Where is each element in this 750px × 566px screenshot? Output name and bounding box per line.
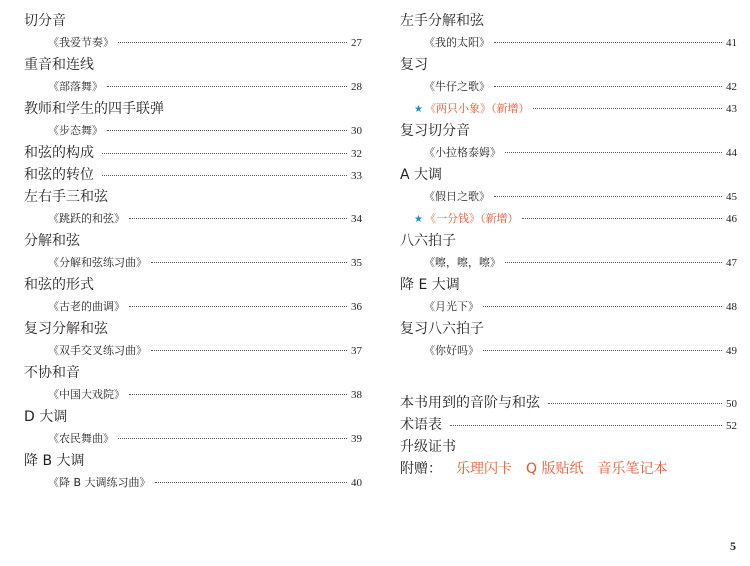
piece-title: 《部落舞》: [48, 80, 103, 93]
section-title: 重音和连线: [24, 57, 94, 73]
section-title: 复习: [400, 57, 428, 73]
dot-leader: [151, 262, 347, 263]
toc-section-heading: [24, 318, 362, 340]
toc-piece-entry: [24, 208, 362, 230]
dot-leader: [533, 108, 722, 109]
section-title: 切分音: [24, 13, 66, 29]
section-title: D 大调: [24, 409, 68, 425]
supplement-item: Q 版贴纸: [526, 461, 584, 477]
piece-title: 《我爱节奏》: [48, 36, 114, 49]
section-title: A 大调: [400, 167, 443, 183]
page-number: 5: [730, 539, 736, 553]
page-ref: 36: [351, 301, 362, 313]
section-title: 复习分解和弦: [24, 321, 108, 337]
section-title: 八六拍子: [400, 233, 456, 249]
page-ref: 42: [726, 81, 737, 93]
section-title: 左右手三和弦: [24, 189, 108, 205]
section-title: 术语表: [400, 417, 442, 433]
piece-title: 《古老的曲调》: [48, 300, 125, 313]
toc-piece-entry: [400, 98, 737, 120]
toc-section-heading: [24, 98, 362, 120]
page-ref: 27: [351, 37, 362, 49]
piece-title: 《步态舞》: [48, 124, 103, 137]
piece-title: 《嚓，嚓，嚓》: [424, 256, 501, 269]
toc-section-heading: [24, 406, 362, 428]
piece-title: 《我的太阳》: [424, 36, 490, 49]
page-ref: 48: [726, 301, 737, 313]
toc-piece-entry: [400, 186, 737, 208]
toc-piece-entry: [400, 296, 737, 318]
dot-leader: [483, 306, 722, 307]
toc-section-heading: [400, 10, 737, 32]
piece-title: 《跳跃的和弦》: [48, 212, 125, 225]
page-ref: 43: [726, 103, 737, 115]
dot-leader: [107, 130, 347, 131]
page-ref: 37: [351, 345, 362, 357]
section-title: 升级证书: [400, 439, 456, 455]
toc-section-heading: [24, 54, 362, 76]
toc-piece-entry: [24, 252, 362, 274]
piece-title: 《牛仔之歌》: [424, 80, 490, 93]
piece-title: 《你好吗》: [424, 344, 479, 357]
toc-right-column: [400, 10, 737, 480]
dot-leader: [548, 403, 722, 404]
page-ref: 28: [351, 81, 362, 93]
page-ref: 32: [351, 148, 362, 160]
page-ref: 33: [351, 170, 362, 182]
page-ref: 44: [726, 147, 737, 159]
page-ref: 40: [351, 477, 362, 489]
toc-section-entry: [400, 414, 737, 436]
toc-section-heading: [400, 274, 737, 296]
toc-piece-entry: [400, 32, 737, 54]
toc-piece-entry: [400, 208, 737, 230]
piece-title: 《农民舞曲》: [48, 432, 114, 445]
toc-section-heading: [400, 164, 737, 186]
page-ref: 45: [726, 191, 737, 203]
page-ref: 34: [351, 213, 362, 225]
toc-section-heading: [24, 230, 362, 252]
page-ref: 38: [351, 389, 362, 401]
toc-piece-entry: [24, 472, 362, 494]
toc-section-heading: [400, 230, 737, 252]
page-ref: 50: [726, 398, 737, 410]
piece-title: 《分解和弦练习曲》: [48, 256, 147, 269]
toc-section-heading: [400, 120, 737, 142]
section-title: 分解和弦: [24, 233, 80, 249]
star-icon: ★: [414, 104, 423, 115]
page-ref: 52: [726, 420, 737, 432]
dot-leader: [494, 42, 722, 43]
dot-leader: [129, 394, 347, 395]
toc-piece-entry: [400, 142, 737, 164]
dot-leader: [118, 438, 347, 439]
dot-leader: [494, 86, 722, 87]
star-icon: ★: [414, 214, 423, 225]
piece-title: 《假日之歌》: [424, 190, 490, 203]
toc-section-entry: [24, 164, 362, 186]
dot-leader: [107, 86, 347, 87]
dot-leader: [450, 425, 722, 426]
toc-piece-entry: [400, 252, 737, 274]
dot-leader: [129, 306, 347, 307]
page-ref: 46: [726, 213, 737, 225]
dot-leader: [505, 152, 722, 153]
dot-leader: [102, 153, 347, 154]
dot-leader: [155, 482, 347, 483]
supplements-line: [400, 458, 737, 480]
toc-section-heading: [24, 450, 362, 472]
toc-piece-entry: [24, 384, 362, 406]
toc-section-heading: [24, 274, 362, 296]
section-title: 复习切分音: [400, 123, 470, 139]
page-ref: 49: [726, 345, 737, 357]
supplements-label: 附赠：: [400, 461, 442, 477]
toc-piece-entry: [400, 76, 737, 98]
dot-leader: [483, 350, 722, 351]
dot-leader: [129, 218, 347, 219]
piece-title: 《小拉格泰姆》: [424, 146, 501, 159]
dot-leader: [118, 42, 347, 43]
page-ref: 39: [351, 433, 362, 445]
piece-title: 《中国大戏院》: [48, 388, 125, 401]
supplement-item: 音乐笔记本: [597, 461, 668, 477]
toc-section-heading: [24, 10, 362, 32]
section-title: 复习八六拍子: [400, 321, 484, 337]
toc-piece-entry: [24, 32, 362, 54]
toc-section-heading: [400, 54, 737, 76]
section-title: 和弦的转位: [24, 167, 94, 183]
piece-title: 《一分钱》（新增）: [424, 212, 519, 225]
piece-title: 《两只小象》（新增）: [424, 102, 530, 115]
piece-title: 《月光下》: [424, 300, 479, 313]
toc-section-heading: [24, 186, 362, 208]
section-title: 降 B 大调: [24, 453, 85, 469]
supplement-item: 乐理闪卡: [456, 461, 512, 477]
dot-leader: [505, 262, 722, 263]
toc-section-heading: [400, 436, 737, 458]
piece-title: 《双手交叉练习曲》: [48, 344, 147, 357]
toc-section-heading: [24, 362, 362, 384]
section-title: 教师和学生的四手联弹: [24, 101, 164, 117]
page-ref: 30: [351, 125, 362, 137]
spacer: [400, 362, 737, 392]
toc-piece-entry: [24, 296, 362, 318]
toc-piece-entry: [400, 340, 737, 362]
toc-section-entry: [400, 392, 737, 414]
toc-section-heading: [400, 318, 737, 340]
page-ref: 35: [351, 257, 362, 269]
page-ref: 47: [726, 257, 737, 269]
piece-title: 《降 B 大调练习曲》: [48, 476, 151, 489]
toc-piece-entry: [24, 76, 362, 98]
section-title: 左手分解和弦: [400, 13, 484, 29]
section-title: 降 E 大调: [400, 277, 460, 293]
toc-section-entry: [24, 142, 362, 164]
section-title: 本书用到的音阶与和弦: [400, 395, 540, 411]
dot-leader: [494, 196, 722, 197]
dot-leader: [102, 175, 347, 176]
toc-piece-entry: [24, 120, 362, 142]
toc-piece-entry: [24, 428, 362, 450]
dot-leader: [151, 350, 347, 351]
section-title: 和弦的构成: [24, 145, 94, 161]
toc-piece-entry: [24, 340, 362, 362]
section-title: 和弦的形式: [24, 277, 94, 293]
toc-left-column: [24, 10, 362, 494]
section-title: 不协和音: [24, 365, 80, 381]
dot-leader: [522, 218, 722, 219]
page-ref: 41: [726, 37, 737, 49]
